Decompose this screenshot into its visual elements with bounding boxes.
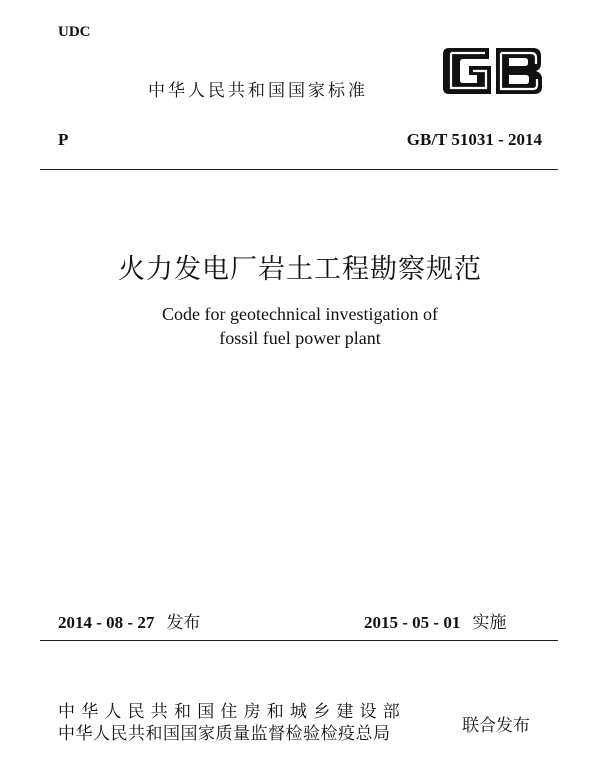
national-standard-heading: 中华人民共和国国家标准: [148, 81, 368, 101]
udc-label: UDC: [58, 24, 91, 40]
issuers-block: [58, 701, 406, 745]
joint-release: 联合发布: [462, 716, 530, 736]
title-english: [0, 302, 600, 350]
standard-number: GB/T 51031 - 2014: [406, 130, 542, 149]
issuer-aqsiq: 中华人民共和国国家质量监督检验检疫总局: [58, 724, 391, 744]
category-code: P: [58, 130, 69, 149]
gb-logo-icon: [441, 42, 545, 100]
title-chinese-text: 火力发电厂岩土工程勘察规范: [118, 254, 482, 285]
gb-logo: [441, 42, 545, 100]
bottom-divider: [40, 640, 558, 641]
implementation-word: 实施: [472, 613, 507, 633]
implementation-date: 2015 - 05 - 01: [364, 613, 461, 632]
issue-date-line: [58, 608, 200, 633]
title-chinese: [0, 247, 600, 286]
issue-word: 发布: [166, 613, 201, 633]
issuer-ministry-housing: 中华人民共和国住房和城乡建设部: [58, 702, 406, 722]
top-divider: [40, 169, 558, 170]
issue-date: 2014 - 08 - 27: [58, 613, 155, 632]
title-english-line-2: fossil fuel power plant: [219, 328, 381, 348]
title-english-line-1: Code for geotechnical investigation of: [162, 304, 438, 324]
implementation-date-line: [364, 608, 506, 633]
